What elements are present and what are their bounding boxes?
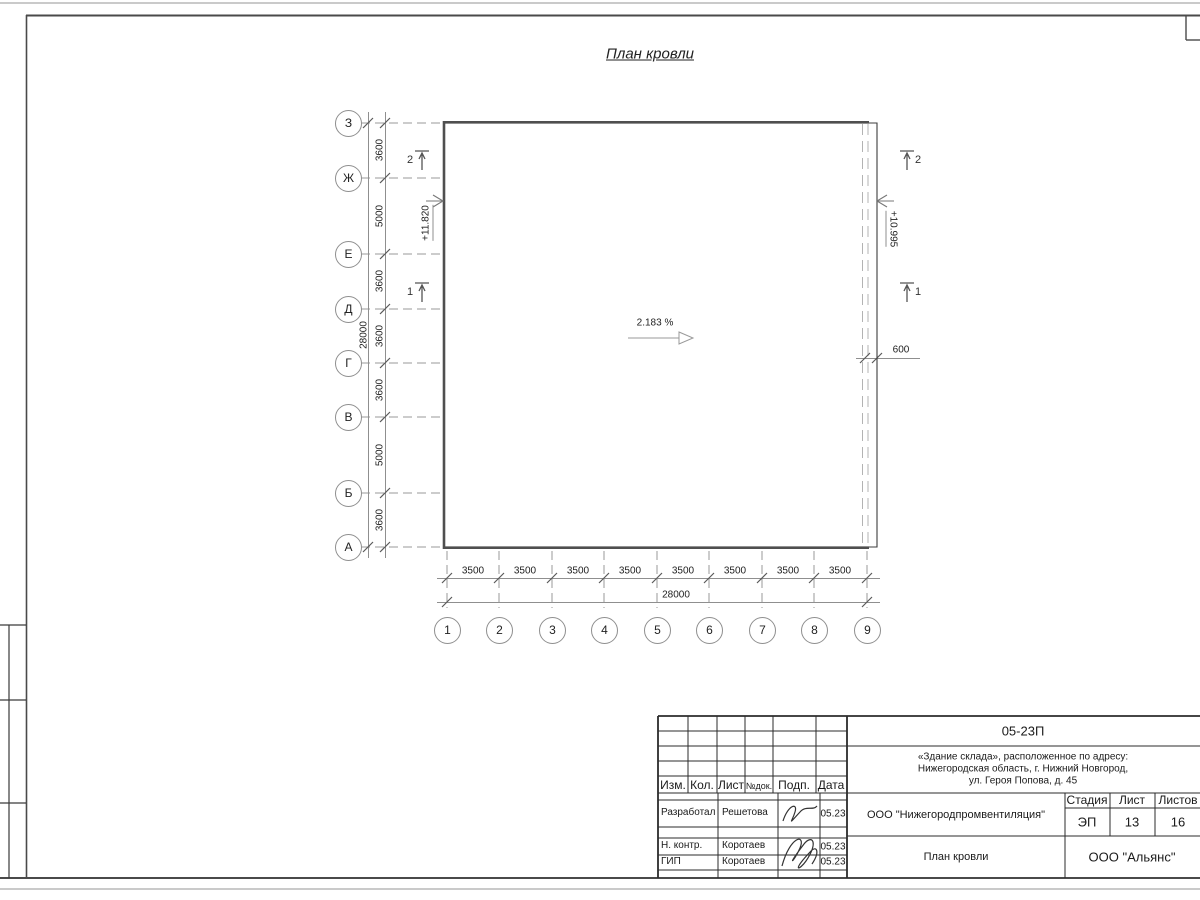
dim-label: 3500 — [776, 565, 800, 577]
signature-developer — [783, 806, 817, 821]
dim-label: 5000 — [374, 204, 386, 228]
doc-number: 05-23П — [1001, 723, 1045, 739]
row-axis-bubble: А — [335, 534, 362, 561]
slope-label: 2.183 % — [636, 317, 674, 329]
sheet-label: Лист — [1118, 793, 1146, 807]
left-margin-stamp — [0, 625, 26, 878]
col-axis-bubble: 4 — [591, 617, 618, 644]
dimension-ticks — [363, 118, 882, 607]
dim-total-label: 28000 — [662, 589, 690, 601]
sheet-number: 13 — [1124, 814, 1140, 830]
row-axis-bubble: Е — [335, 241, 362, 268]
signature-checker — [782, 839, 817, 868]
tb-col-header: Изм. — [660, 778, 686, 792]
sheets-label: Листов — [1158, 793, 1198, 807]
dimension-lines — [369, 112, 921, 603]
dim-label: 3500 — [618, 565, 642, 577]
section-number: 1 — [406, 286, 414, 298]
tb-name: Решетова — [722, 807, 768, 818]
dim-total-label: 28000 — [358, 321, 370, 349]
col-axis-bubble: 5 — [644, 617, 671, 644]
row-axis-bubble: Ж — [335, 165, 362, 192]
col-axis-lines — [447, 551, 867, 608]
elevation-label-left: +11.820 — [420, 205, 432, 241]
contractor-name: ООО "Альянс" — [1088, 849, 1176, 865]
project-address-line: «Здание склада», расположенное по адресу: — [917, 751, 1129, 763]
sheets-total: 16 — [1170, 814, 1186, 830]
roof-outline — [443, 121, 877, 549]
row-axis-bubble: З — [335, 110, 362, 137]
dim-label: 3600 — [374, 324, 386, 348]
row-axis-bubble: Д — [335, 296, 362, 323]
dim-label: 3600 — [374, 508, 386, 532]
stage-label: Стадия — [1066, 793, 1108, 807]
overhang-dim-label: 600 — [892, 344, 910, 356]
elevation-arrows — [426, 195, 894, 207]
tb-role: ГИП — [661, 856, 681, 867]
col-axis-bubble: 3 — [539, 617, 566, 644]
col-axis-bubble: 9 — [854, 617, 881, 644]
dim-label: 3500 — [671, 565, 695, 577]
tb-name: Коротаев — [722, 840, 766, 851]
dim-label: 3500 — [461, 565, 485, 577]
sheet-frame — [0, 15, 1200, 878]
tb-col-header: №док. — [745, 781, 773, 791]
col-axis-bubble: 2 — [486, 617, 513, 644]
dim-label: 3500 — [723, 565, 747, 577]
col-axis-bubble: 7 — [749, 617, 776, 644]
row-axis-lines — [358, 123, 443, 547]
tb-name: Коротаев — [722, 856, 766, 867]
slope-arrow-icon — [628, 332, 693, 344]
stage-value: ЭП — [1077, 814, 1097, 830]
dim-label: 3600 — [374, 138, 386, 162]
row-axis-bubble: Б — [335, 480, 362, 507]
dim-label: 3500 — [566, 565, 590, 577]
section-number: 2 — [914, 154, 922, 166]
elevation-label-right: +10.995 — [887, 210, 899, 248]
dim-label: 3500 — [828, 565, 852, 577]
org-name: ООО "Нижегородпромвентиляция" — [866, 809, 1046, 821]
tb-role: Н. контр. — [661, 840, 703, 851]
col-axis-bubble: 6 — [696, 617, 723, 644]
drawing-name: План кровли — [923, 851, 989, 863]
tb-role: Разработал — [661, 807, 716, 818]
tb-col-header: Лист — [717, 778, 745, 792]
tb-date: 05.23 — [820, 841, 846, 853]
dim-label: 3600 — [374, 269, 386, 293]
col-axis-bubble: 1 — [434, 617, 461, 644]
row-axis-bubble: В — [335, 404, 362, 431]
tb-col-header: Кол. — [690, 778, 714, 792]
project-address-line: ул. Героя Попова, д. 45 — [968, 775, 1078, 787]
tb-col-header: Подп. — [778, 778, 810, 792]
page-title: План кровли — [606, 45, 694, 63]
row-axis-bubble: Г — [335, 350, 362, 377]
section-number: 1 — [914, 286, 922, 298]
tb-date: 05.23 — [820, 808, 846, 820]
tb-col-header: Дата — [817, 778, 845, 792]
dim-label: 3600 — [374, 378, 386, 402]
signatures — [782, 806, 817, 868]
hidden-wall-lines — [863, 124, 869, 547]
dim-label: 3500 — [513, 565, 537, 577]
section-marks — [415, 151, 914, 302]
section-number: 2 — [406, 154, 414, 166]
dim-label: 5000 — [374, 443, 386, 467]
tb-date: 05.23 — [820, 856, 846, 868]
col-axis-bubble: 8 — [801, 617, 828, 644]
project-address-line: Нижегородская область, г. Нижний Новгород, — [917, 763, 1129, 775]
